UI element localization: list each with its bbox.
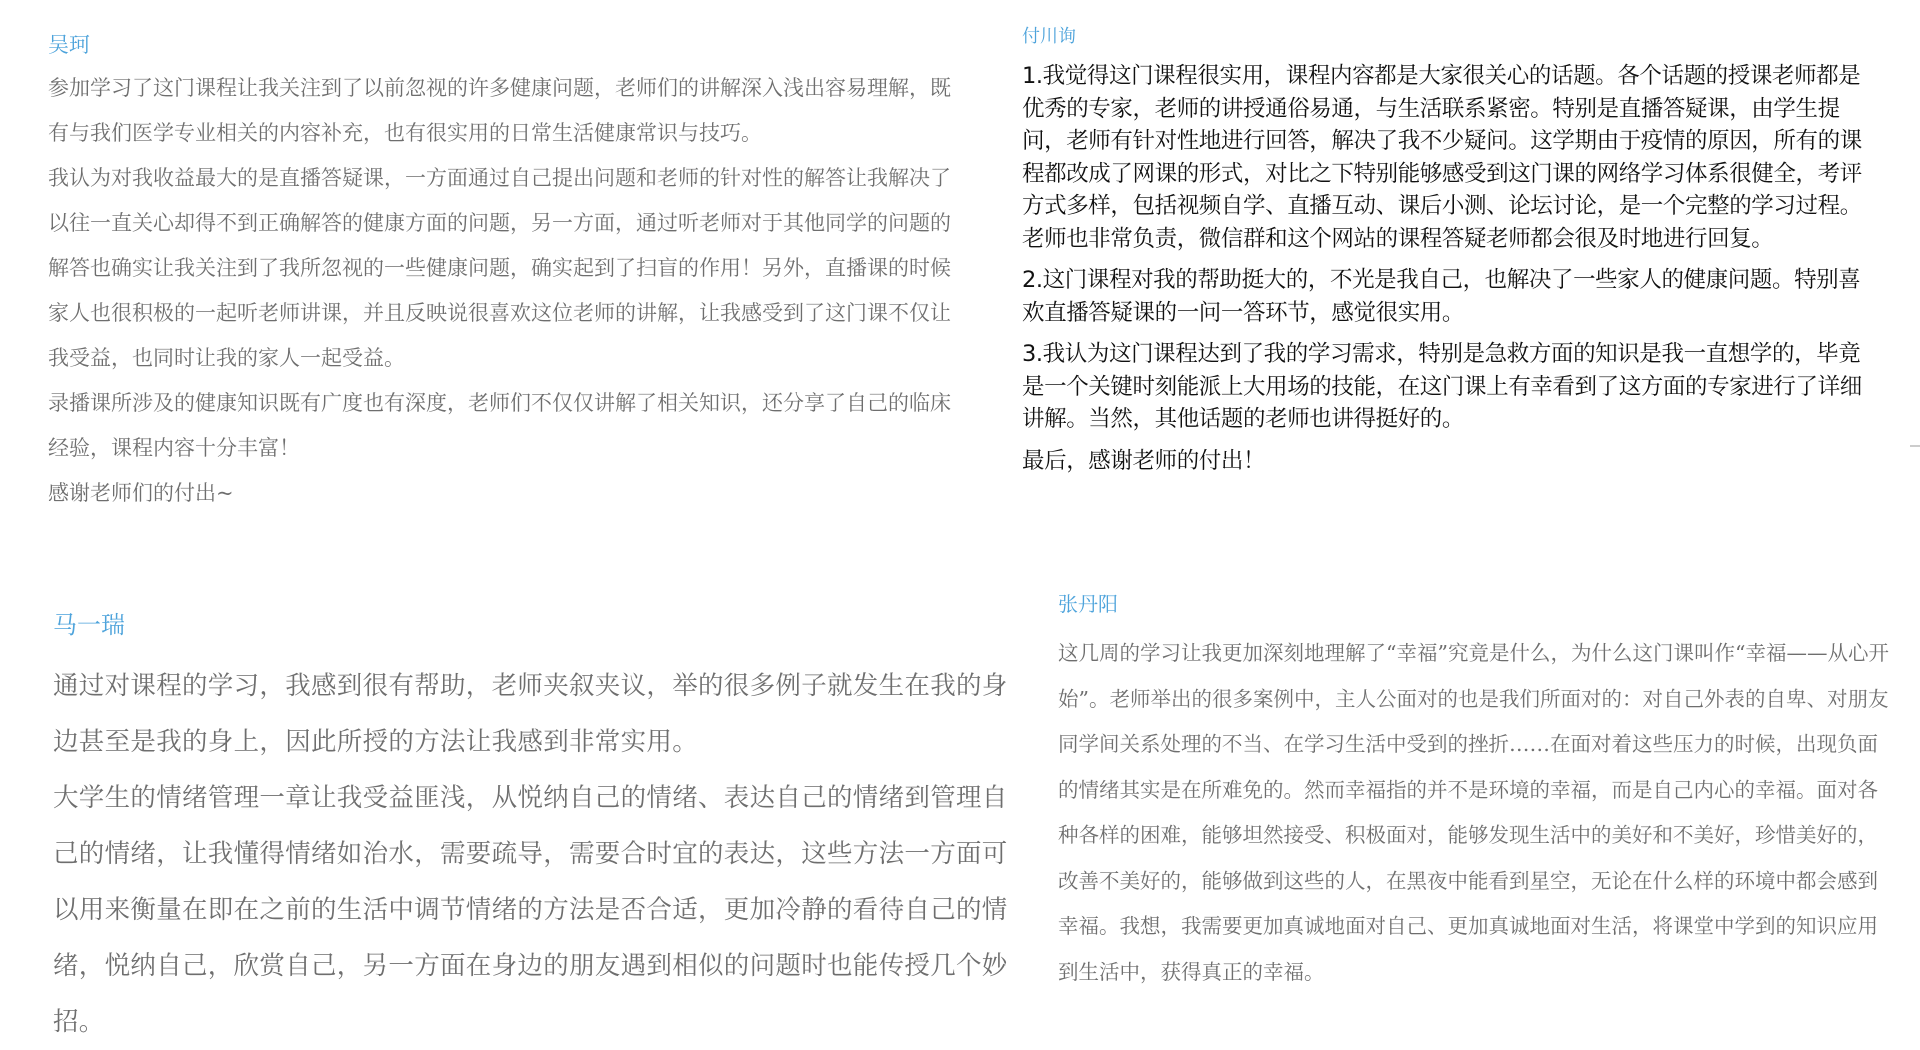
reviewer-name: 付川询	[1022, 26, 1076, 47]
review-paragraph: 3.我认为这门课程达到了我的学习需求，特别是急救方面的知识是我一直想学的，毕竟是一个关键时刻能派上大用场的技能，在这门课上有幸看到了这方面的专家进行了详细讲解。当然，其他话题的老师也讲得挺好的。	[1022, 341, 1862, 432]
reviewer-name: 吴珂	[48, 33, 90, 57]
review-card-ma	[53, 606, 1013, 1050]
reviewer-name: 马一瑞	[53, 611, 125, 639]
review-paragraph: 通过对课程的学习，我感到很有帮助，老师夹叙夹议，举的很多例子就发生在我的身边甚至是我的身上，因此所授的方法让我感到非常实用。	[53, 671, 1008, 757]
review-paragraph: 最后，感谢老师的付出！	[1022, 447, 1266, 474]
review-paragraph: 1.我觉得这门课程很实用，课程内容都是大家很关心的话题。各个话题的授课老师都是优秀的专家，老师的讲授通俗易通，与生活联系紧密。特别是直播答疑课，由学生提问，老师有针对性地进行回答，解决了我不少疑问。这学期由于疫情的原因，所有的课程都改成了网课的形式，对比之下特别能够感受到这门课的网络学习体系很健全，考评方式多样，包括视频自学、直播互动、课后小测、论坛讨论，是一个完整的学习过程。老师也非常负责，微信群和这个网站的课程答疑老师都会很及时地进行回复。	[1022, 63, 1862, 252]
review-paragraph: 大学生的情绪管理一章让我受益匪浅，从悦纳自己的情绪、表达自己的情绪到管理自己的情绪，让我懂得情绪如治水，需要疏导，需要合时宜的表达，这些方法一方面可以用来衡量在即在之前的生活中调节情绪的方法是否合适，更加冷静的看待自己的情绪，悦纳自己，欣赏自己，另一方面在身边的朋友遇到相似的问题时也能传授几个妙招。	[53, 783, 1008, 1037]
review-paragraph: 我认为对我收益最大的是直播答疑课，一方面通过自己提出问题和老师的针对性的解答让我解决了以往一直关心却得不到正确解答的健康方面的问题，另一方面，通过听老师对于其他同学的问题的解答也确实让我关注到了我所忽视的一些健康问题，确实起到了扫盲的作用！另外，直播课的时候家人也很积极的一起听老师讲课，并且反映说很喜欢这位老师的讲解，让我感受到了这门课不仅让我受益，也同时让我的家人一起受益。	[48, 166, 951, 370]
reviewer-name: 张丹阳	[1058, 592, 1118, 616]
review-card-wu	[48, 28, 968, 516]
review-paragraph: 2.这门课程对我的帮助挺大的，不光是我自己，也解决了一些家人的健康问题。特别喜欢直播答疑课的一问一答环节，感觉很实用。	[1022, 267, 1861, 326]
review-paragraph: 参加学习了这门课程让我关注到了以前忽视的许多健康问题，老师们的讲解深入浅出容易理解，既有与我们医学专业相关的内容补充，也有很实用的日常生活健康常识与技巧。	[48, 76, 951, 145]
divider	[1910, 445, 1920, 447]
review-paragraph: 感谢老师们的付出~	[48, 481, 234, 505]
review-paragraph: 录播课所涉及的健康知识既有广度也有深度，老师们不仅仅讲解了相关知识，还分享了自己的临床经验，课程内容十分丰富！	[48, 391, 951, 460]
review-paragraph: 这几周的学习让我更加深刻地理解了“幸福”究竟是什么，为什么这门课叫作“幸福——从心开始”。老师举出的很多案例中，主人公面对的也是我们所面对的：对自己外表的自卑、对朋友同学间关系处理的不当、在学习生活中受到的挫折……在面对着这些压力的时候，出现负面的情绪其实是在所难免的。然而幸福指的并不是环境的幸福，而是自己内心的幸福。面对各种各样的困难，能够坦然接受、积极面对，能够发现生活中的美好和不美好，珍惜美好的，改善不美好的，能够做到这些的人，在黑夜中能看到星空，无论在什么样的环境中都会感到幸福。我想，我需要更加真诚地面对自己、更加真诚地面对生活，将课堂中学到的知识应用到生活中，获得真正的幸福。	[1058, 641, 1889, 984]
review-card-zhang	[1058, 587, 1898, 995]
review-card-fu	[1022, 22, 1882, 486]
